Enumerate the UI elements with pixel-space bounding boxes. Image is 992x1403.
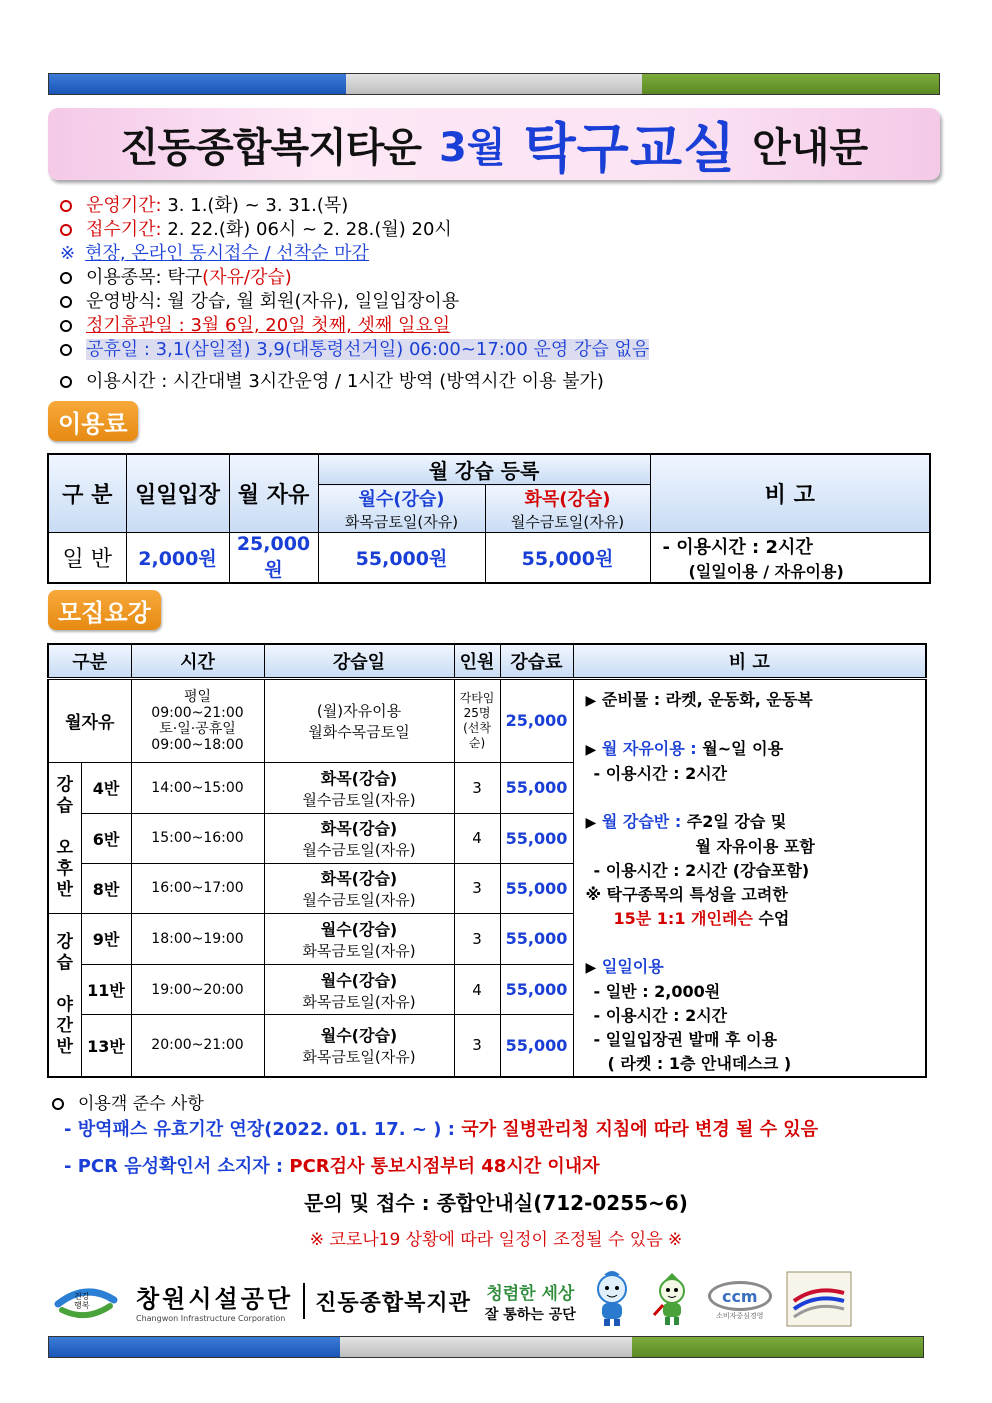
title-part3: 탁구교실 bbox=[523, 116, 737, 180]
class-name: 6반 bbox=[81, 813, 131, 863]
bottom-color-bar bbox=[48, 1336, 924, 1358]
ccm-logo: ccm 소비자중심경영 bbox=[708, 1281, 772, 1321]
circle-bullet-icon bbox=[60, 296, 72, 308]
info-closed: 정기휴관일 : 3월 6일, 20일 첫째, 셋째 일요일 bbox=[60, 314, 450, 338]
mascot-blue-icon bbox=[590, 1271, 634, 1331]
info-note: ※ 현장, 온라인 동시접수 / 선착순 마감 bbox=[60, 243, 369, 264]
free-label: 월자유 bbox=[48, 678, 131, 762]
recruit-table bbox=[47, 643, 927, 1078]
contact-info: 문의 및 접수 : 종합안내실(712-0255~6) bbox=[304, 1191, 688, 1215]
fee-header-type: 구 분 bbox=[48, 454, 126, 533]
class-time: 14:00~15:00 bbox=[131, 762, 264, 813]
class-fee: 55,000 bbox=[500, 1015, 573, 1077]
info-sport: 이용종목: 탁구(자유/강습) bbox=[60, 266, 292, 290]
class-time: 20:00~21:00 bbox=[131, 1015, 264, 1077]
class-days: 월수(강습) 화목금토일(자유) bbox=[264, 965, 454, 1015]
class-count: 4 bbox=[454, 965, 500, 1015]
fee-note: - 이용시간 : 2시간 (일일이용 / 자유이용) bbox=[650, 533, 930, 584]
class-days: 월수(강습) 화목금토일(자유) bbox=[264, 1015, 454, 1077]
class-days: 월수(강습) 화목금토일(자유) bbox=[264, 913, 454, 964]
fee-header-lesson: 월 강습 등록 bbox=[318, 454, 650, 485]
class-name: 9반 bbox=[81, 913, 131, 964]
free-fee: 25,000 bbox=[500, 678, 573, 762]
class-days: 화목(강습) 월수금토일(자유) bbox=[264, 762, 454, 813]
table-row bbox=[48, 678, 926, 762]
triangle-right-icon: ▶ bbox=[585, 692, 597, 709]
recruit-section-tab: 모집요강 bbox=[48, 590, 161, 630]
fee-row-type: 일 반 bbox=[48, 533, 126, 584]
class-fee: 55,000 bbox=[500, 762, 573, 813]
triangle-right-icon: ▶ bbox=[585, 741, 597, 758]
slogan-logo: 청렴한 세상 잘 통하는 공단 bbox=[484, 1283, 576, 1323]
free-count: 각타임 25명 (선착 순) bbox=[454, 678, 500, 762]
info-hours: 이용시간 : 시간대별 3시간운영 / 1시간 방역 (방역시간 이용 불가) bbox=[60, 370, 604, 394]
class-time: 15:00~16:00 bbox=[131, 813, 264, 863]
rule-1: - 방역패스 유효기간 연장(2022. 01. 17. ~ ) : 국가 질병관리청 지침에 따라 변경 될 수 있음 bbox=[64, 1119, 819, 1140]
class-days: 화목(강습) 월수금토일(자유) bbox=[264, 863, 454, 913]
fee-monthly-free-value: 25,000원 bbox=[229, 533, 318, 584]
info-reception: 접수기간: 2. 22.(화) 06시 ~ 2. 28.(월) 20시 bbox=[60, 218, 452, 242]
group-evening: 강 습 야 간 반 bbox=[48, 913, 81, 1076]
class-fee: 55,000 bbox=[500, 965, 573, 1015]
health-happiness-logo: 건강 행복 bbox=[52, 1276, 120, 1326]
class-time: 16:00~17:00 bbox=[131, 863, 264, 913]
info-period: 운영기간: 3. 1.(화) ~ 3. 31.(목) bbox=[60, 194, 348, 218]
rule-2: - PCR 음성확인서 소지자 : PCR검사 통보시점부터 48시간 이내자 bbox=[64, 1156, 600, 1177]
title-part2: 3월 bbox=[439, 124, 506, 171]
class-count: 4 bbox=[454, 813, 500, 863]
triangle-right-icon: ▶ bbox=[585, 814, 597, 831]
top-color-bar bbox=[48, 73, 940, 95]
free-days: (월)자유이용 월화수목금토일 bbox=[264, 678, 454, 762]
certification-emblem bbox=[786, 1271, 852, 1331]
recruit-header-type: 구분 bbox=[48, 644, 131, 678]
title-part1: 진동종합복지타운 bbox=[119, 124, 422, 171]
fee-daily-value: 2,000원 bbox=[126, 533, 229, 584]
title-part4: 안내문 bbox=[752, 124, 869, 171]
class-time: 19:00~20:00 bbox=[131, 965, 264, 1015]
circle-bullet-icon bbox=[60, 344, 72, 356]
circle-bullet-icon bbox=[60, 224, 72, 236]
recruit-header-days: 강습일 bbox=[264, 644, 454, 678]
recruit-header-fee: 강습료 bbox=[500, 644, 573, 678]
info-method: 운영방식: 월 강습, 월 회원(자유), 일일입장이용 bbox=[60, 290, 459, 314]
recruit-header-count: 인원 bbox=[454, 644, 500, 678]
class-fee: 55,000 bbox=[500, 813, 573, 863]
class-name: 13반 bbox=[81, 1015, 131, 1077]
group-afternoon: 강 습 오 후 반 bbox=[48, 762, 81, 913]
logo-row bbox=[52, 1270, 932, 1332]
covid-notice: ※ 코로나19 상황에 따라 일정이 조정될 수 있음 ※ bbox=[309, 1230, 683, 1250]
center-name: 진동종합복지관 bbox=[315, 1290, 471, 1316]
info-holiday: 공휴일 : 3,1(삼일절) 3,9(대통령선거일) 06:00~17:00 운영 강습 없음 bbox=[60, 338, 649, 362]
fee-header-note: 비 고 bbox=[650, 454, 930, 533]
recruit-header-note: 비 고 bbox=[573, 644, 926, 678]
circle-bullet-icon bbox=[52, 1098, 64, 1110]
fee-mw-value: 55,000원 bbox=[318, 533, 485, 584]
fee-table bbox=[47, 453, 931, 584]
fee-header-tt: 화목(강습) 월수금토일(자유) bbox=[485, 485, 650, 533]
circle-bullet-icon bbox=[60, 376, 72, 388]
fee-tt-value: 55,000원 bbox=[485, 533, 650, 584]
class-name: 8반 bbox=[81, 863, 131, 913]
triangle-right-icon: ▶ bbox=[585, 959, 597, 976]
class-fee: 55,000 bbox=[500, 863, 573, 913]
org-logo: 창원시설공단 Changwon Infrastructure Corporation bbox=[136, 1285, 294, 1323]
class-count: 3 bbox=[454, 863, 500, 913]
circle-bullet-icon bbox=[60, 320, 72, 332]
recruit-header-time: 시간 bbox=[131, 644, 264, 678]
rules-title: 이용객 준수 사항 bbox=[52, 1089, 204, 1114]
class-name: 4반 bbox=[81, 762, 131, 813]
class-time: 18:00~19:00 bbox=[131, 913, 264, 964]
fee-header-monthly-free: 월 자유 bbox=[229, 454, 318, 533]
fee-section-tab: 이용료 bbox=[48, 401, 138, 441]
class-count: 3 bbox=[454, 913, 500, 964]
page-title bbox=[48, 108, 940, 180]
class-name: 11반 bbox=[81, 965, 131, 1015]
free-time: 평일 09:00~21:00 토·일·공휴일 09:00~18:00 bbox=[131, 678, 264, 762]
fee-header-mw: 월수(강습) 화목금토일(자유) bbox=[318, 485, 485, 533]
circle-bullet-icon bbox=[60, 200, 72, 212]
class-days: 화목(강습) 월수금토일(자유) bbox=[264, 813, 454, 863]
circle-bullet-icon bbox=[60, 272, 72, 284]
class-count: 3 bbox=[454, 1015, 500, 1077]
fee-header-daily: 일일입장 bbox=[126, 454, 229, 533]
recruit-notes: ▶ 준비물 : 라켓, 운동화, 운동복 ▶ 월 자유이용 : 월~일 이용 - 이용시간 : 2시간 ▶ 월 강습반 : 주2일 강습 및 월 자유이용 포함 - 이용시간 : 2시간 (강습포함) ※ 탁구종목의 특성을 고려한 15분 1:1 개인레슨 수업 ▶ 일일이용 - 일반 : 2,000원 - 이용시간 : 2시간 - 일일입장권 발매 후 이용 ( 라켓 : 1층 안내데스크 ) bbox=[573, 678, 926, 1077]
class-count: 3 bbox=[454, 762, 500, 813]
mascot-green-icon bbox=[650, 1271, 694, 1331]
class-fee: 55,000 bbox=[500, 913, 573, 964]
